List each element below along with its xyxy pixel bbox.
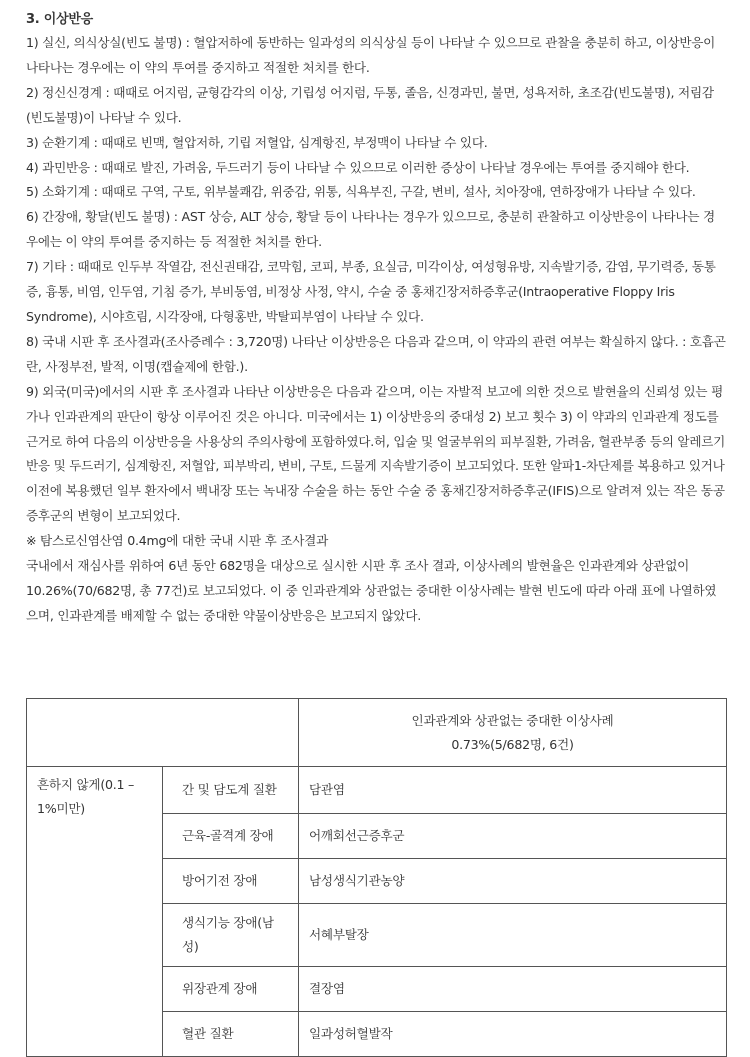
event-cell: 담관염 — [299, 767, 727, 814]
event-cell: 일과성허혈발작 — [299, 1012, 727, 1057]
paragraph-cardio: 3) 순환기계 : 때때로 빈맥, 혈압저하, 기립 저혈압, 심계항진, 부정맥이 나타날 수 있다. — [26, 134, 488, 150]
organ-class-cell: 간 및 담도계 질환 — [163, 767, 299, 814]
section-title: 3. 이상반응 — [26, 12, 93, 27]
paragraph-digestive: 5) 소화기계 : 때때로 구역, 구토, 위부불쾌감, 위중감, 위통, 식욕부진, 구갈, 변비, 설사, 치아장애, 연하장애가 나타날 수 있다. — [26, 184, 696, 200]
adverse-events-table-wrapper — [26, 698, 726, 1057]
organ-class-cell: 혈관 질환 — [163, 1012, 299, 1057]
paragraph-domestic-survey: 8) 국내 시판 후 조사결과(조사증례수 : 3,720명) 나타난 이상반응은 다음과 같으며, 이 약과의 관련 여부는 확실하지 않다. : 호흡곤란, 사정부전, 발적, 이명(캡슐제에 한함.). — [26, 333, 726, 374]
organ-class-cell: 방어기전 장애 — [163, 859, 299, 904]
paragraph-hypersensitivity: 4) 과민반응 : 때때로 발진, 가려움, 두드러기 등이 나타날 수 있으므로 이러한 증상이 나타날 경우에는 투여를 중지해야 한다. — [26, 159, 690, 175]
note-heading: ※ 탐스로신염산염 0.4mg에 대한 국내 시판 후 조사결과 — [26, 533, 329, 549]
event-cell: 남성생식기관농양 — [299, 859, 727, 904]
organ-class-cell: 근육-골격계 장애 — [163, 814, 299, 859]
paragraph-reexamination: 국내에서 재심사를 위하여 6년 동안 682명을 대상으로 실시한 시판 후 조사 결과, 이상사례의 발현율은 인과관계와 상관없이 10.26%(70/682명, 총 77건)로 보고되었다. 이 중 인과관계와 상관없는 중대한 이상사례는 발현 빈도에 따라 아래 표에 나열하였으며, 인과관계를 배제할 수 없는 중대한 약물이상반응은 보고되지 않았다. — [26, 558, 717, 623]
adverse-events-table — [26, 698, 727, 1057]
header-rate: 0.73%(5/682명, 6건) — [451, 736, 574, 752]
organ-class-cell: 위장관계 장애 — [163, 967, 299, 1012]
frequency-cell: 흔하지 않게(0.1 – 1%미만) — [27, 767, 163, 1057]
paragraph-foreign-survey: 9) 외국(미국)에서의 시판 후 조사결과 나타난 이상반응은 다음과 같으며, 이는 자발적 보고에 의한 것으로 발현율의 신뢰성 있는 평가나 인과관계의 판단이 항상 이루어진 것은 아니다. 미국에서는 1) 이상반응의 중대성 2) 보고 횟수 3) 이 약과의 인과관계 정도를 근거로 하여 다음의 이상반응을 사용상의 주의사항에 포함하였다.허, 입술 및 얼굴부위의 피부질환, 가려움, 혈관부종 등의 알레르기 반응 및 두드러기, 심계항진, 저혈압, 피부박리, 변비, 구토, 드물게 지속발기증이 보고되었다. 또한 알파1-차단제를 복용하고 있거나 이전에 복용했던 일부 환자에서 백내장 또는 녹내장 수술을 하는 동안 수술 중 홍채긴장저하증후군(IFIS)으로 알려져 있는 작은 동공증후군의 변형이 보고되었다. — [26, 383, 726, 524]
header-cell — [299, 699, 727, 767]
event-cell: 서혜부탈장 — [299, 904, 727, 967]
paragraph-neuro: 2) 정신신경계 : 때때로 어지럼, 균형감각의 이상, 기립성 어지럼, 두통, 졸음, 신경과민, 불면, 성욕저하, 초조감(빈도불명), 저림감(빈도불명)이 나타날 수 있다. — [26, 84, 714, 125]
paragraph-syncope: 1) 실신, 의식상실(빈도 불명) : 혈압저하에 동반하는 일과성의 의식상실 등이 나타날 수 있으므로 관찰을 충분히 하고, 이상반응이 나타나는 경우에는 이 약의 투여를 중지하고 적절한 처치를 한다. — [26, 35, 716, 75]
header-empty-cell — [27, 699, 299, 767]
table-header-row — [27, 699, 727, 767]
header-title: 인과관계와 상관없는 중대한 이상사례 — [411, 712, 614, 728]
table-row — [27, 767, 727, 814]
organ-class-cell: 생식기능 장애(남성) — [163, 904, 299, 967]
paragraph-other: 7) 기타 : 때때로 인두부 작열감, 전신권태감, 코막힘, 코피, 부종, 요실금, 미각이상, 여성형유방, 지속발기증, 감염, 무기력증, 동통증, 흉통, 비염, 인두염, 기침 증가, 부비동염, 비정상 사정, 약시, 수술 중 홍채긴장저하증후군(Intraoperative Floppy Iris Syndrome), 시야흐림, 시각장애, 다형홍반, 박탈피부염이 나타날 수 있다. — [26, 259, 716, 324]
event-cell: 결장염 — [299, 967, 727, 1012]
paragraph-liver: 6) 간장애, 황달(빈도 불명) : AST 상승, ALT 상승, 황달 등이 나타나는 경우가 있으므로, 충분히 관찰하고 이상반응이 나타나는 경우에는 이 약의 투여를 중지하는 등 적절한 처치를 한다. — [26, 209, 715, 250]
event-cell: 어깨회선근증후군 — [299, 814, 727, 859]
